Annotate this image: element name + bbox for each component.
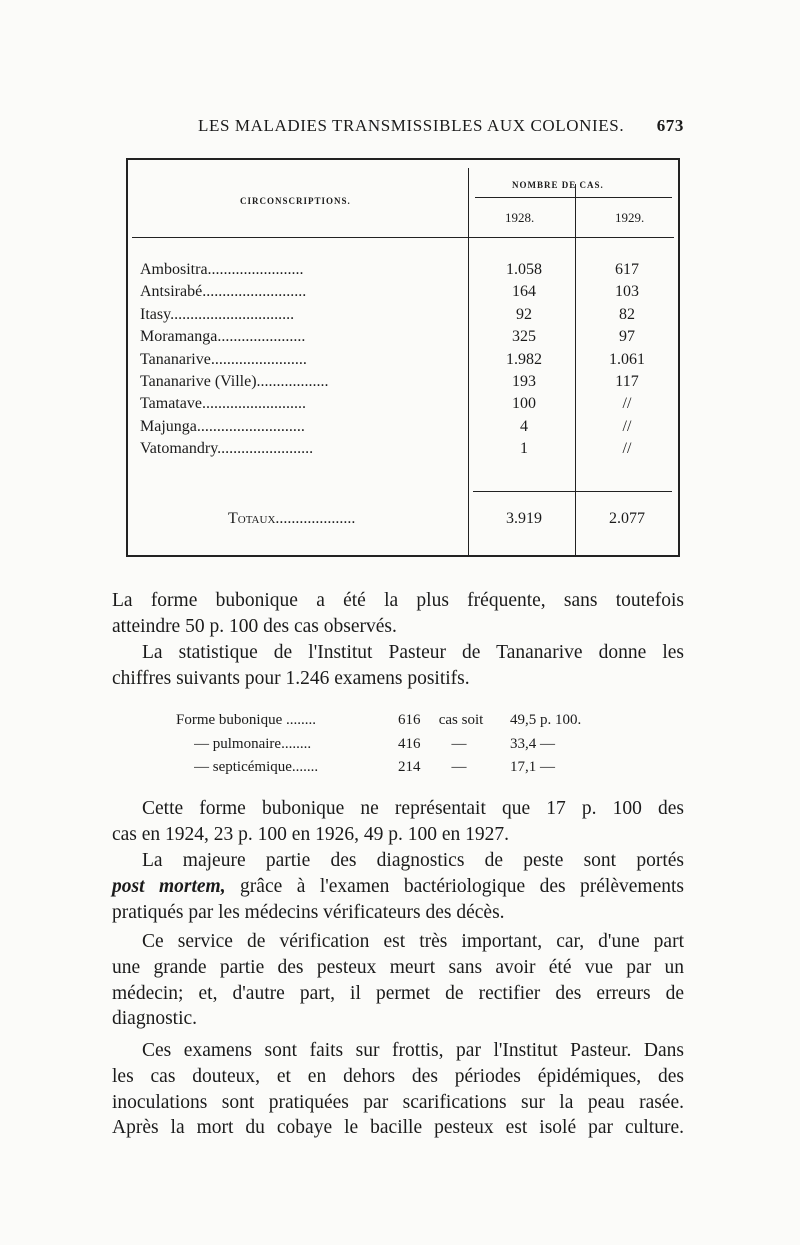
stats-label: — septicémique.......: [194, 759, 319, 775]
cases-1929: 617: [615, 261, 639, 278]
stats-row: [176, 733, 676, 757]
cases-1928: 1.982: [506, 350, 542, 368]
table-total-rule: [473, 491, 672, 492]
leader-dots: ..........................: [202, 283, 307, 301]
table-row: [128, 440, 682, 463]
text-line: Ces examens sont faits sur frottis, par l'Institut Pasteur. Dans: [142, 1040, 684, 1061]
text-line: Cette forme bubonique ne représentait que 17 p. 100 des: [142, 798, 684, 819]
paragraph-comparaison: [112, 796, 684, 848]
cases-1929: 1.061: [609, 350, 645, 368]
leader-dots: ...........................: [196, 417, 305, 435]
text-line: La forme bubonique a été la plus fréquente, sans toutefois: [112, 590, 684, 611]
table-row: [128, 306, 682, 329]
paragraph-diagnostics: [112, 848, 684, 925]
leader-dots: ........................: [207, 261, 304, 278]
circonscription-name: [140, 351, 462, 369]
circonscription-label: Antsirabé: [140, 283, 203, 301]
cases-table: [126, 158, 680, 557]
stats-row: [176, 709, 676, 733]
total-label-text: Totaux: [228, 510, 276, 527]
text-line: La majeure partie des diagnostics de peste sont portés: [142, 850, 684, 871]
table-row: [128, 261, 682, 284]
leader-dots: ..........................: [201, 395, 306, 413]
running-title: LES MALADIES TRANSMISSIBLES AUX COLONIES.: [198, 116, 625, 135]
table-row: [128, 395, 682, 418]
table-row: [128, 283, 682, 306]
leader-dots: ..................: [256, 373, 329, 390]
circonscription-label: Tananarive: [140, 350, 211, 368]
stats-count: 616: [398, 712, 421, 728]
text-line: une grande partie des pesteux meurt sans avoir été vue par un: [112, 956, 684, 978]
cases-1928: 325: [512, 328, 536, 346]
leader-dots: ......................: [217, 328, 306, 346]
forme-statistics: [176, 709, 676, 780]
circonscription-name: [140, 418, 462, 436]
text-line: Ce service de vérification est très important, car, d'une part: [142, 931, 684, 952]
stats-count: 214: [398, 759, 421, 775]
paragraph-forme-bubonique: [112, 588, 684, 640]
table-row: [128, 351, 682, 374]
circonscription-name: [140, 373, 462, 391]
stats-label: Forme bubonique ........: [176, 712, 316, 728]
leader-dots: ...............................: [170, 305, 295, 323]
cases-1928: 164: [512, 283, 536, 301]
cases-1929: 117: [615, 373, 639, 390]
circonscription-label: Moramanga: [140, 328, 218, 346]
stats-separator: —: [451, 735, 467, 752]
text-line: cas en 1924, 23 p. 100 en 1926, 49 p. 100 en 1927.: [112, 823, 509, 845]
italic-post-mortem: post mortem,: [112, 875, 226, 897]
column-header-circonscriptions: CIRCONSCRIPTIONS.: [240, 196, 351, 206]
leader-dots: ....................: [275, 510, 356, 527]
circonscription-label: Majunga: [140, 417, 197, 435]
circonscription-label: Tananarive (Ville): [140, 373, 257, 390]
stats-percent: 33,4 —: [510, 735, 555, 752]
table-subheader-rule: [475, 197, 672, 198]
cases-1929: //: [622, 440, 632, 458]
cases-1929: 103: [615, 283, 639, 301]
column-header-1928: 1928.: [505, 210, 535, 225]
circonscription-name: [140, 283, 462, 301]
table-row: [128, 328, 682, 351]
circonscription-name: [140, 261, 462, 279]
total-label: [228, 510, 462, 528]
text-line: atteindre 50 p. 100 des cas observés.: [112, 615, 397, 637]
cases-1928: 92: [516, 305, 532, 323]
paragraph-examens-frottis: [112, 1038, 684, 1141]
text-line: diagnostic.: [112, 1008, 198, 1030]
leader-dots: ........................: [217, 440, 314, 458]
paragraph-service-verification: [112, 929, 684, 1032]
text-line: les cas douteux, et en dehors des périodes épidémiques, des: [112, 1065, 684, 1087]
cases-1929: 82: [619, 305, 635, 323]
text-line: médecin; et, d'autre part, il permet de rectifier des erreurs de: [112, 982, 684, 1004]
text-fragment: grâce à l'examen bactériologique des prélèvements: [225, 875, 684, 897]
cases-1929: //: [622, 395, 632, 413]
column-header-1929: 1929.: [615, 210, 645, 225]
text-line: chiffres suivants pour 1.246 examens positifs.: [112, 667, 470, 689]
circonscription-name: [140, 306, 462, 324]
cases-1928: 1: [520, 440, 528, 458]
table-row: [128, 418, 682, 441]
text-line: Après la mort du cobaye le bacille pesteux est isolé par culture.: [112, 1117, 684, 1139]
circonscription-label: Ambositra: [140, 261, 208, 278]
stats-separator: cas soit: [438, 712, 484, 728]
total-1928: 3.919: [506, 510, 542, 527]
circonscription-label: Itasy: [140, 305, 171, 323]
paragraph-statistique: [112, 640, 684, 692]
stats-percent: 17,1 —: [510, 759, 555, 775]
circonscription-name: [140, 328, 462, 346]
cases-1928: 193: [512, 373, 536, 390]
cases-1929: 97: [619, 328, 635, 346]
table-total-row: [128, 510, 682, 533]
total-1929: 2.077: [609, 510, 645, 527]
table-header-rule: [132, 237, 674, 238]
stats-percent: 49,5 p. 100.: [510, 712, 582, 728]
stats-count: 416: [398, 735, 421, 752]
stats-separator: —: [451, 759, 467, 775]
text-line: pratiqués par les médecins vérificateurs des décès.: [112, 901, 505, 923]
column-header-nombre-de-cas: NOMBRE DE CAS.: [512, 180, 604, 190]
text-line: [112, 874, 684, 900]
page-number: 673: [656, 116, 684, 135]
text-line: inoculations sont pratiquées par scarifications sur la peau rasée.: [112, 1091, 684, 1113]
cases-1928: 4: [520, 417, 528, 435]
stats-label: — pulmonaire........: [194, 735, 312, 752]
cases-1928: 100: [512, 395, 536, 413]
circonscription-name: [140, 440, 462, 458]
leader-dots: ........................: [210, 350, 307, 368]
stats-row: [176, 756, 676, 780]
table-row: [128, 373, 682, 396]
circonscription-name: [140, 395, 462, 413]
text-line: La statistique de l'Institut Pasteur de Tananarive donne les: [142, 642, 684, 663]
cases-1929: //: [622, 417, 632, 435]
circonscription-label: Tamatave: [140, 395, 202, 413]
circonscription-label: Vatomandry: [140, 440, 218, 458]
cases-1928: 1.058: [506, 261, 542, 278]
